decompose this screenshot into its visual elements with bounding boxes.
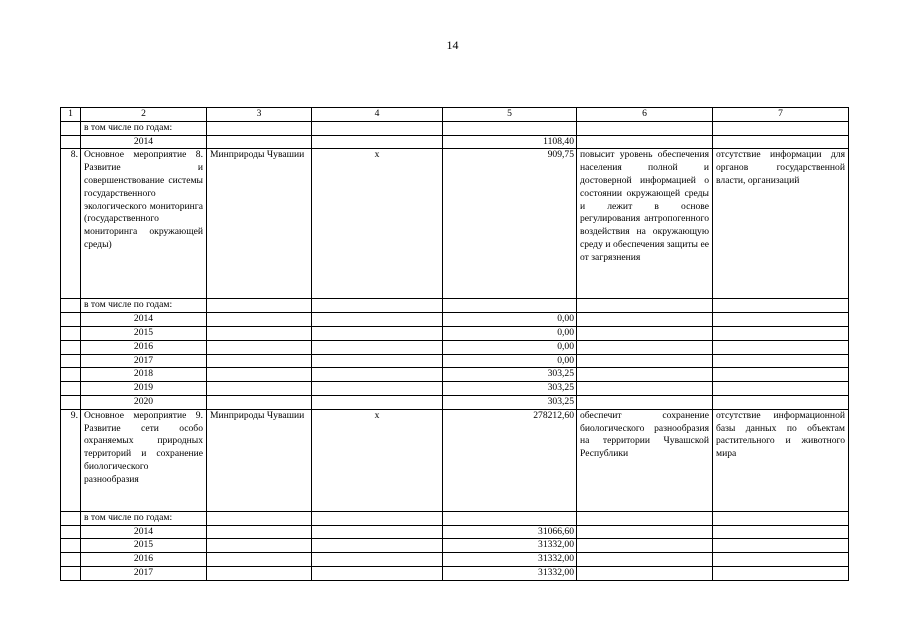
measure-name: Основное мероприятие 8. Развитие и совершенствование системы государственного экологического мониторинга (государственного мониторинга окружающей среды) bbox=[81, 149, 207, 299]
year-cell: 2017 bbox=[81, 354, 207, 368]
year-cell: 2015 bbox=[81, 539, 207, 553]
measure-col4: х bbox=[312, 149, 443, 299]
year-cell: 2014 bbox=[81, 313, 207, 327]
by-years-row bbox=[61, 511, 849, 525]
year-row bbox=[61, 382, 849, 396]
empty-cell bbox=[312, 382, 443, 396]
year-row bbox=[61, 326, 849, 340]
amount-cell: 31332,00 bbox=[443, 566, 577, 580]
empty-cell bbox=[713, 299, 849, 313]
empty-cell bbox=[312, 511, 443, 525]
year-cell: 2015 bbox=[81, 326, 207, 340]
empty-cell bbox=[207, 566, 312, 580]
by-years-label: в том числе по годам: bbox=[81, 511, 207, 525]
empty-cell bbox=[312, 340, 443, 354]
empty-cell bbox=[61, 539, 81, 553]
header-cell: 1 bbox=[61, 108, 81, 122]
empty-cell bbox=[207, 395, 312, 409]
empty-cell bbox=[207, 539, 312, 553]
empty-cell bbox=[61, 313, 81, 327]
empty-cell bbox=[713, 525, 849, 539]
empty-cell bbox=[713, 395, 849, 409]
empty-cell bbox=[577, 382, 713, 396]
empty-cell bbox=[713, 368, 849, 382]
empty-cell bbox=[61, 382, 81, 396]
empty-cell bbox=[312, 525, 443, 539]
measure-risk: отсутствие информационной базы данных по объектам растительного и животного мира bbox=[713, 409, 849, 511]
year-cell: 2016 bbox=[81, 340, 207, 354]
measure-total: 278212,60 bbox=[443, 409, 577, 511]
measure-result: повысит уровень обеспечения населения полной и достоверной информацией о состоянии окружающей среды и лежит в основе регулирования антропогенного воздействия на окружающую среду и обеспечения защиты ее от загрязнения bbox=[577, 149, 713, 299]
measure-risk: отсутствие информации для органов государственной власти, организаций bbox=[713, 149, 849, 299]
amount-cell: 0,00 bbox=[443, 354, 577, 368]
empty-cell bbox=[207, 553, 312, 567]
measure-row bbox=[61, 409, 849, 511]
empty-cell bbox=[61, 566, 81, 580]
empty-cell bbox=[577, 511, 713, 525]
empty-cell bbox=[577, 368, 713, 382]
year-row bbox=[61, 354, 849, 368]
amount-cell: 31066,60 bbox=[443, 525, 577, 539]
measure-name: Основное мероприятие 9. Развитие сети особо охраняемых природных территорий и сохранение биологического разнообразия bbox=[81, 409, 207, 511]
empty-cell bbox=[61, 553, 81, 567]
measure-number: 8. bbox=[61, 149, 81, 299]
empty-cell bbox=[312, 354, 443, 368]
amount-cell: 0,00 bbox=[443, 313, 577, 327]
measure-executor: Минприроды Чувашии bbox=[207, 409, 312, 511]
empty-cell bbox=[577, 539, 713, 553]
empty-cell bbox=[577, 525, 713, 539]
empty-cell bbox=[713, 326, 849, 340]
header-row bbox=[61, 108, 849, 122]
year-cell: 2019 bbox=[81, 382, 207, 396]
amount-cell: 0,00 bbox=[443, 340, 577, 354]
empty-cell bbox=[61, 340, 81, 354]
year-row bbox=[61, 566, 849, 580]
amount-cell: 31332,00 bbox=[443, 539, 577, 553]
empty-cell bbox=[312, 299, 443, 313]
empty-cell bbox=[207, 326, 312, 340]
empty-cell bbox=[577, 395, 713, 409]
measure-number: 9. bbox=[61, 409, 81, 511]
empty-cell bbox=[61, 326, 81, 340]
year-row bbox=[61, 539, 849, 553]
empty-cell bbox=[577, 566, 713, 580]
measure-col4: х bbox=[312, 409, 443, 511]
empty-cell bbox=[312, 313, 443, 327]
empty-cell bbox=[312, 368, 443, 382]
empty-cell bbox=[443, 511, 577, 525]
by-years-row bbox=[61, 121, 849, 135]
measure-executor: Минприроды Чувашии bbox=[207, 149, 312, 299]
measure-total: 909,75 bbox=[443, 149, 577, 299]
empty-cell bbox=[207, 511, 312, 525]
by-years-label: в том числе по годам: bbox=[81, 121, 207, 135]
empty-cell bbox=[207, 340, 312, 354]
year-cell: 2014 bbox=[81, 525, 207, 539]
empty-cell bbox=[207, 313, 312, 327]
header-cell: 6 bbox=[577, 108, 713, 122]
empty-cell bbox=[61, 354, 81, 368]
year-cell: 2020 bbox=[81, 395, 207, 409]
empty-cell bbox=[207, 382, 312, 396]
year-row bbox=[61, 340, 849, 354]
empty-cell bbox=[577, 313, 713, 327]
year-row bbox=[61, 395, 849, 409]
header-cell: 4 bbox=[312, 108, 443, 122]
empty-cell bbox=[713, 553, 849, 567]
empty-cell bbox=[713, 511, 849, 525]
empty-cell bbox=[312, 553, 443, 567]
empty-cell bbox=[61, 525, 81, 539]
header-cell: 5 bbox=[443, 108, 577, 122]
header-cell: 7 bbox=[713, 108, 849, 122]
empty-cell bbox=[577, 299, 713, 313]
empty-cell bbox=[577, 326, 713, 340]
year-row bbox=[61, 525, 849, 539]
empty-cell bbox=[312, 539, 443, 553]
empty-cell bbox=[713, 354, 849, 368]
page-number: 14 bbox=[446, 38, 459, 52]
measure-row bbox=[61, 149, 849, 299]
program-table bbox=[60, 107, 849, 581]
empty-cell bbox=[61, 511, 81, 525]
header-cell: 3 bbox=[207, 108, 312, 122]
amount-cell: 303,25 bbox=[443, 382, 577, 396]
empty-cell bbox=[577, 354, 713, 368]
amount-cell: 1108,40 bbox=[443, 135, 577, 149]
measure-result: обеспечит сохранение биологического разнообразия на территории Чувашской Республики bbox=[577, 409, 713, 511]
year-cell: 2018 bbox=[81, 368, 207, 382]
by-years-label: в том числе по годам: bbox=[81, 299, 207, 313]
year-row bbox=[61, 368, 849, 382]
empty-cell bbox=[713, 566, 849, 580]
empty-cell bbox=[61, 299, 81, 313]
amount-cell: 303,25 bbox=[443, 395, 577, 409]
empty-cell bbox=[713, 340, 849, 354]
empty-cell bbox=[312, 395, 443, 409]
empty-cell bbox=[312, 326, 443, 340]
empty-cell bbox=[61, 368, 81, 382]
empty-cell bbox=[207, 368, 312, 382]
empty-cell bbox=[443, 299, 577, 313]
year-row bbox=[61, 135, 849, 149]
year-row bbox=[61, 313, 849, 327]
amount-cell: 31332,00 bbox=[443, 553, 577, 567]
amount-cell: 0,00 bbox=[443, 326, 577, 340]
empty-cell bbox=[61, 395, 81, 409]
year-cell: 2014 bbox=[81, 135, 207, 149]
year-row bbox=[61, 553, 849, 567]
empty-cell bbox=[207, 354, 312, 368]
year-cell: 2017 bbox=[81, 566, 207, 580]
empty-cell bbox=[713, 382, 849, 396]
header-cell: 2 bbox=[81, 108, 207, 122]
empty-cell bbox=[577, 340, 713, 354]
empty-cell bbox=[312, 566, 443, 580]
empty-cell bbox=[207, 525, 312, 539]
empty-cell bbox=[713, 539, 849, 553]
year-cell: 2016 bbox=[81, 553, 207, 567]
by-years-row bbox=[61, 299, 849, 313]
amount-cell: 303,25 bbox=[443, 368, 577, 382]
empty-cell bbox=[207, 299, 312, 313]
empty-cell bbox=[577, 553, 713, 567]
empty-cell bbox=[713, 313, 849, 327]
